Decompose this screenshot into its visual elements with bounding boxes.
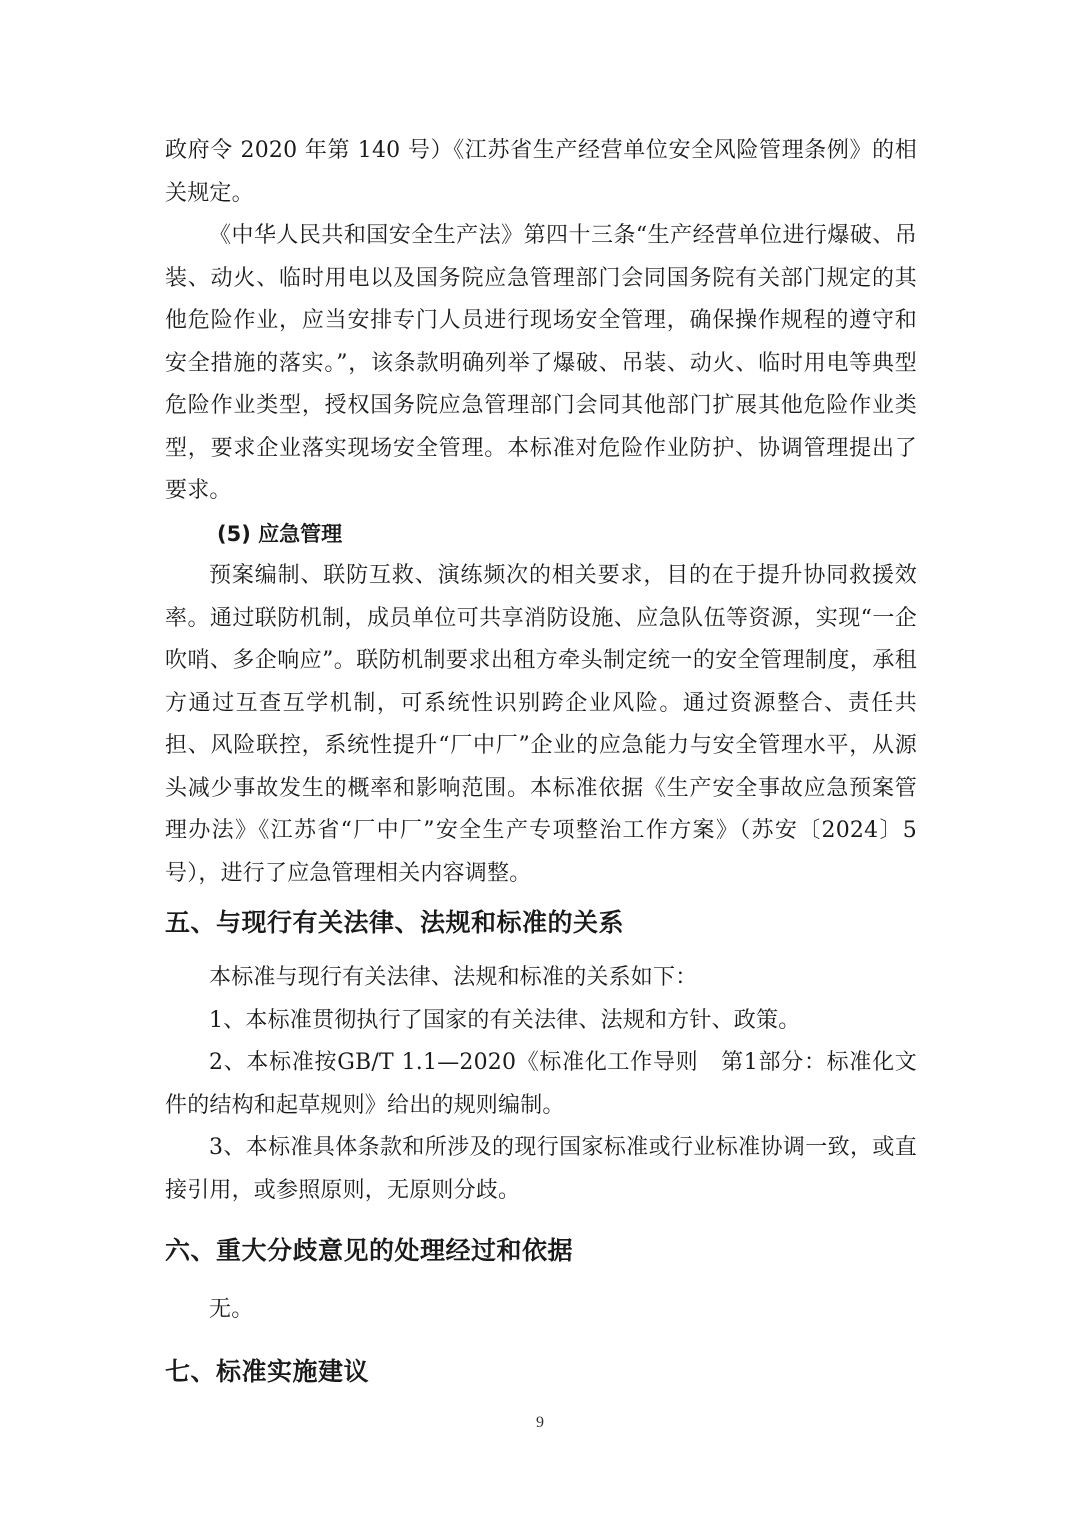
paragraph-major-disagreements: 无。 [209,1297,254,1322]
paragraph-safety-law-article-43: 《中华人民共和国安全生产法》第四十三条“生产经营单位进行爆破、吊装、动火、临时用电以及国务院应急管理部门会同国务院有关部门规定的其他危险作业，应当安排专门人员进行现场安全管理，确保操作规程的遵守和安全措施的落实。”，该条款明确列举了爆破、吊装、动火、临时用电等典型危险作业类型，授权国务院应急管理部门会同其他部门扩展其他危险作业类型，要求企业落实现场安全管理。本标准对危险作业防护、协调管理提出了要求。 [165,223,917,503]
section-heading-relationship-with-laws: 五、与现行有关法律、法规和标准的关系 [165,908,625,937]
paragraph-relationship-item-2: 2、本标准按GB/T 1.1—2020《标准化工作导则 第1部分：标准化文件的结构和起草规则》给出的规则编制。 [165,1050,917,1118]
paragraph-relationship-item-1: 1、本标准贯彻执行了国家的有关法律、法规和方针、政策。 [209,1007,801,1033]
paragraph-relationship-item-3: 3、本标准具体条款和所涉及的现行国家标准或行业标准协调一致，或直接引用，或参照原则，无原则分歧。 [165,1135,917,1203]
section-heading-major-disagreements: 六、重大分歧意见的处理经过和依据 [165,1236,574,1265]
document-body [165,130,917,1392]
paragraph-relationship-intro: 本标准与现行有关法律、法规和标准的关系如下： [209,965,698,990]
section-heading-implementation-suggestions: 七、标准实施建议 [165,1356,370,1386]
page-number: 9 [536,1414,544,1431]
paragraph-regulation-continuation: 政府令 2020 年第 140 号）《江苏省生产经营单位安全风险管理条例》的相关规定。 [165,138,917,206]
subsection-title-emergency-management: (5) 应急管理 [217,521,343,546]
paragraph-emergency-management: 预案编制、联防互救、演练频次的相关要求，目的在于提升协同救援效率。通过联防机制，成员单位可共享消防设施、应急队伍等资源，实现“一企吹哨、多企响应”。联防机制要求出租方牵头制定统一的安全管理制度，承租方通过互查互学机制，可系统性识别跨企业风险。通过资源整合、责任共担、风险联控，系统性提升“厂中厂”企业的应急能力与安全管理水平，从源头减少事故发生的概率和影响范围。本标准依据《生产安全事故应急预案管理办法》《江苏省“厂中厂”安全生产专项整治工作方案》（苏安〔2024〕5 号），进行了应急管理相关内容调整。 [165,563,917,886]
